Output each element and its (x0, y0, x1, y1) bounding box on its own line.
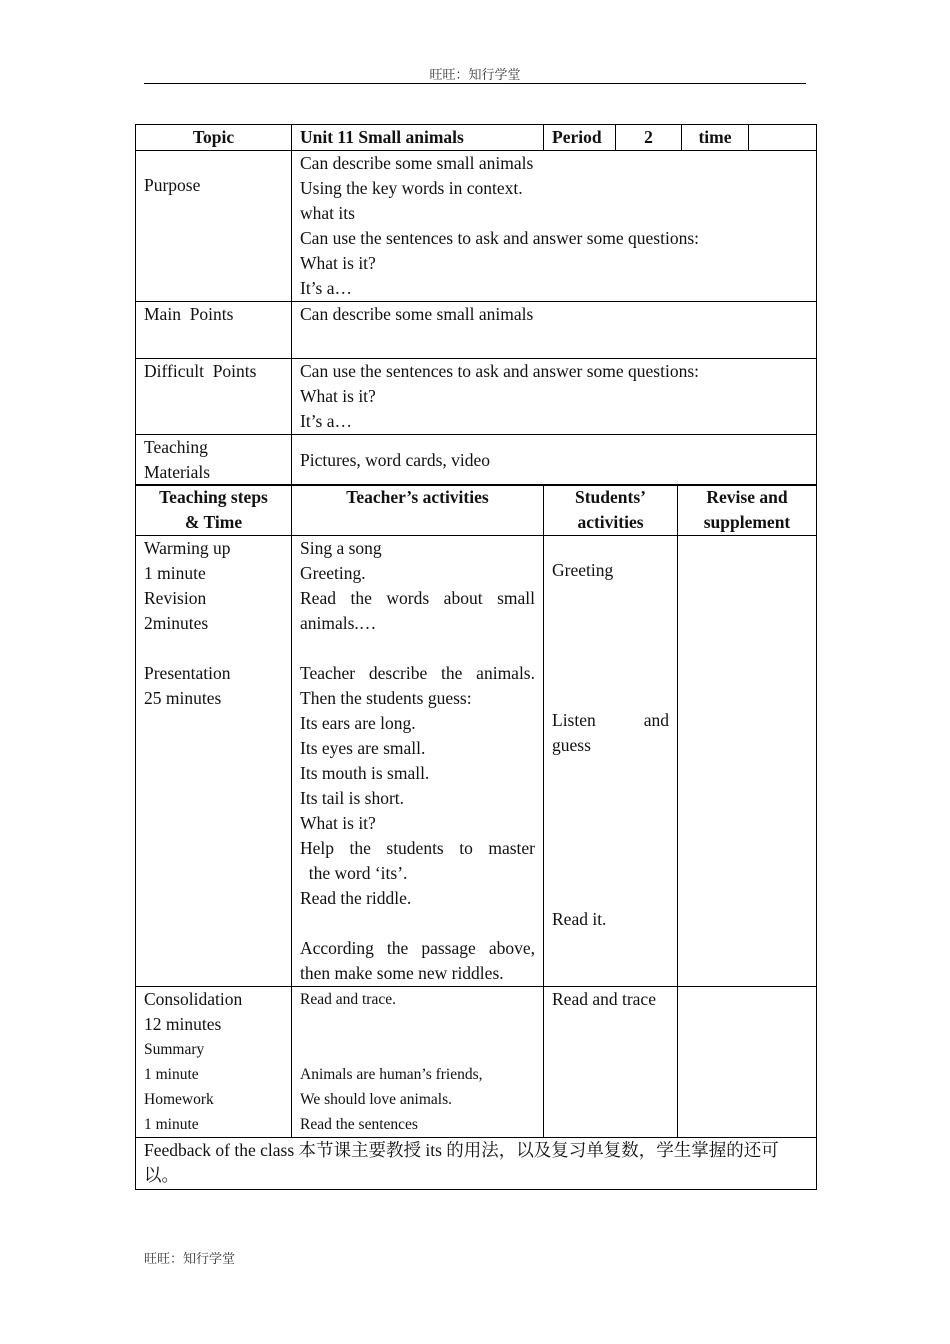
time-value (749, 125, 817, 151)
steps-header-row (136, 485, 817, 536)
feedback-row (136, 1138, 817, 1190)
difficult-line: What is it? (300, 386, 376, 406)
steps-header-teacher: Teacher’s activities (292, 485, 544, 536)
main-points-row (136, 302, 817, 359)
steps-header-time (136, 485, 292, 536)
teacher-line: animals.… (300, 613, 377, 633)
step-line: 1 minute (144, 563, 206, 583)
purpose-line: It’s a… (300, 278, 353, 298)
period-value: 2 (616, 125, 682, 151)
steps-header-revise (678, 485, 817, 536)
teacher-line: Read the riddle. (300, 888, 412, 908)
step-line: 2minutes (144, 613, 209, 633)
topic-row (136, 125, 817, 151)
teaching-steps-table (135, 484, 817, 1190)
students-line (552, 708, 669, 733)
time-label: time (682, 125, 749, 151)
header-text: Revise and (706, 487, 788, 507)
step-line: Presentation (144, 663, 231, 683)
teacher-activities-cell (292, 536, 544, 987)
teacher-line: Animals are human’s friends, (300, 1066, 483, 1083)
teacher-line: Sing a song (300, 538, 382, 558)
purpose-label: Purpose (136, 151, 292, 302)
teacher-line: According the passage above, (300, 938, 535, 958)
teacher-line: Read the words about small (300, 588, 535, 608)
purpose-content (292, 151, 817, 302)
teacher-line: Then the students guess: (300, 688, 472, 708)
topic-value: Unit 11 Small animals (292, 125, 544, 151)
steps-time-cell (136, 536, 292, 987)
purpose-line: Can use the sentences to ask and answer some questions: (300, 228, 700, 248)
step-line: Revision (144, 588, 207, 608)
page-header: 旺旺：知行学堂 (429, 67, 521, 82)
step-line: Summary (144, 1041, 205, 1058)
teacher-line: We should love animals. (300, 1091, 453, 1108)
teacher-line: the word ‘its’. (300, 863, 408, 883)
teacher-line: then make some new riddles. (300, 963, 504, 983)
teaching-materials-label (136, 435, 292, 486)
purpose-row (136, 151, 817, 302)
revise-cell (678, 987, 817, 1138)
teacher-line: What is it? (300, 813, 376, 833)
difficult-points-row (136, 359, 817, 435)
teacher-line: Read and trace. (300, 991, 396, 1008)
step-line: 12 minutes (144, 1014, 222, 1034)
steps-time-cell (136, 987, 292, 1138)
header-text: activities (577, 512, 644, 532)
header-divider (144, 83, 806, 84)
teaching-materials-label-line: Materials (144, 462, 211, 482)
step-line: Homework (144, 1091, 214, 1108)
main-points-content: Can describe some small animals (292, 302, 817, 359)
teacher-line: Greeting. (300, 563, 366, 583)
students-activities-cell: Read and trace (544, 987, 678, 1138)
step-line: Consolidation (144, 989, 243, 1009)
purpose-line: what its (300, 203, 355, 223)
teacher-line: Teacher describe the animals. (300, 663, 535, 683)
students-line: Greeting (552, 560, 614, 580)
difficult-points-label: Difficult Points (136, 359, 292, 435)
header-text: & Time (184, 512, 243, 532)
header-text: Students’ (575, 487, 646, 507)
purpose-line: What is it? (300, 253, 376, 273)
teacher-line: Its ears are long. (300, 713, 416, 733)
spacer (300, 1012, 535, 1037)
teacher-line: Its mouth is small. (300, 763, 430, 783)
topic-label: Topic (136, 125, 292, 151)
steps-row-presentation (136, 536, 817, 987)
step-line: 1 minute (144, 1116, 199, 1133)
students-activities-cell (544, 536, 678, 987)
teacher-line: Its eyes are small. (300, 738, 426, 758)
header-text: Teaching steps (159, 487, 268, 507)
main-points-label: Main Points (136, 302, 292, 359)
teacher-activities-cell (292, 987, 544, 1138)
step-line: Warming up (144, 538, 231, 558)
step-line: 1 minute (144, 1066, 199, 1083)
purpose-line: Using the key words in context. (300, 178, 523, 198)
students-word: and (643, 710, 669, 730)
difficult-points-content (292, 359, 817, 435)
students-line: Read it. (552, 909, 607, 929)
period-label: Period (544, 125, 616, 151)
difficult-line: Can use the sentences to ask and answer some questions: (300, 361, 700, 381)
revise-cell (678, 536, 817, 987)
teaching-materials-label-line: Teaching (144, 437, 208, 457)
step-line: 25 minutes (144, 688, 222, 708)
spacer (144, 636, 283, 661)
feedback-cell: Feedback of the class 本节课主要教授 its 的用法，以及复习单复数，学生掌握的还可以。 (136, 1138, 817, 1190)
lesson-plan-table (135, 124, 817, 486)
header-text: supplement (703, 512, 791, 532)
spacer (300, 636, 535, 661)
steps-row-consolidation (136, 987, 817, 1138)
students-line: guess (552, 735, 591, 755)
teaching-materials-content: Pictures, word cards, video (292, 435, 817, 486)
teacher-line: Help the students to master (300, 838, 535, 858)
purpose-line: Can describe some small animals (300, 153, 534, 173)
teacher-line: Its tail is short. (300, 788, 405, 808)
teaching-materials-row (136, 435, 817, 486)
spacer (300, 1037, 535, 1062)
steps-header-students (544, 485, 678, 536)
page-footer: 旺旺：知行学堂 (144, 1251, 236, 1266)
teacher-line: Read the sentences (300, 1116, 418, 1133)
difficult-line: It’s a… (300, 411, 353, 431)
students-word: Listen (552, 710, 596, 730)
spacer (300, 911, 535, 936)
